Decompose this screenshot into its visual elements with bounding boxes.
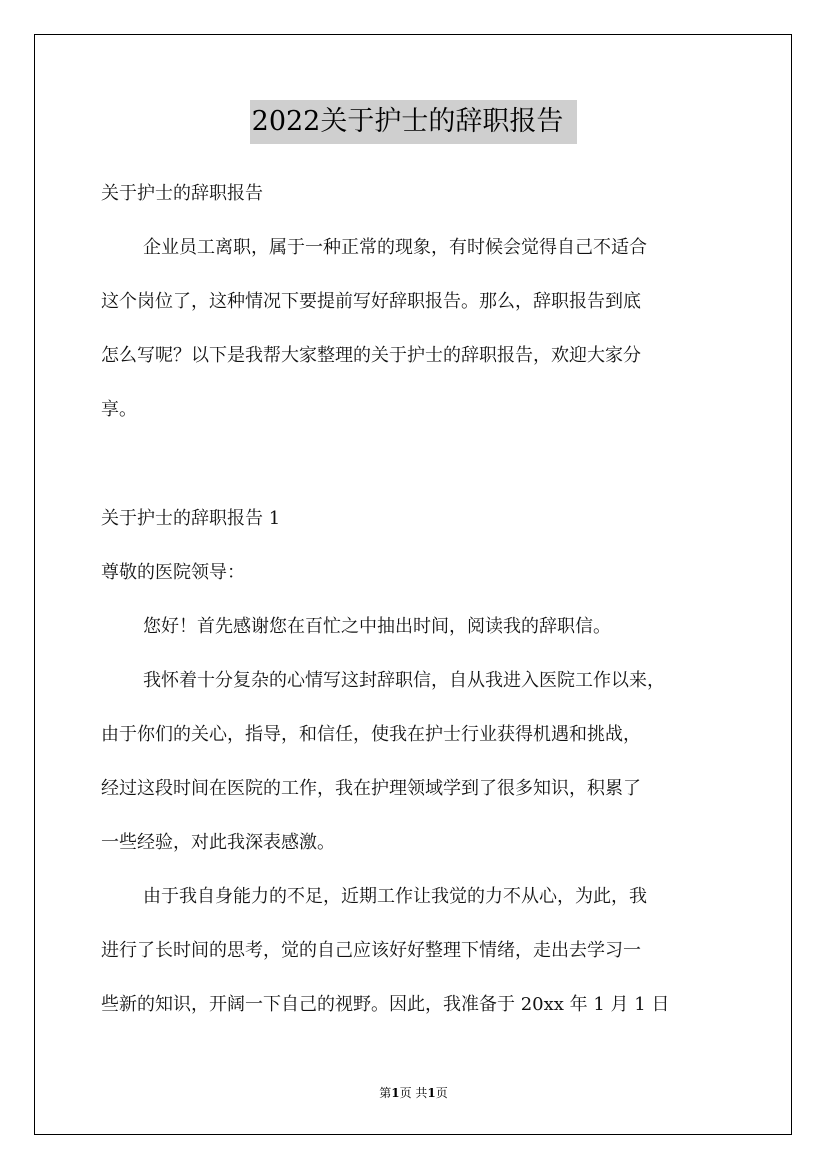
salutation: 尊敬的医院领导：	[101, 562, 245, 583]
paragraph-line: 进行了长时间的思考，觉的自己应该好好整理下情绪，走出去学习一	[101, 940, 641, 961]
page-number: 1	[391, 1086, 400, 1100]
paragraph-line: 怎么写呢？以下是我帮大家整理的关于护士的辞职报告，欢迎大家分	[101, 345, 641, 366]
document-title: 2022关于护士的辞职报告	[250, 100, 578, 144]
page-footer: 第1页 共1页	[379, 1086, 448, 1100]
paragraph-line: 由于我自身能力的不足，近期工作让我觉的力不从心，为此，我	[143, 886, 647, 907]
paragraph-line: 企业员工离职，属于一种正常的现象，有时候会觉得自己不适合	[143, 237, 647, 258]
paragraph-line: 您好！首先感谢您在百忙之中抽出时间，阅读我的辞职信。	[143, 616, 611, 637]
paragraph-line: 一些经验，对此我深表感激。	[101, 832, 335, 853]
section-heading: 关于护士的辞职报告	[101, 183, 263, 204]
paragraph-line: 经过这段时间在医院的工作，我在护理领域学到了很多知识，积累了	[101, 778, 641, 799]
paragraph-line: 由于你们的关心，指导，和信任，使我在护士行业获得机遇和挑战，	[101, 724, 641, 745]
title-container	[0, 100, 827, 144]
paragraph-line: 享。	[101, 399, 137, 420]
paragraph-line: 这个岗位了，这种情况下要提前写好辞职报告。那么，辞职报告到底	[101, 291, 641, 312]
page-total: 1	[427, 1086, 436, 1100]
section-heading: 关于护士的辞职报告 1	[101, 508, 281, 529]
paragraph-line: 些新的知识，开阔一下自己的视野。因此，我准备于 20xx 年 1 月 1 日	[101, 994, 670, 1015]
paragraph-line: 我怀着十分复杂的心情写这封辞职信，自从我进入医院工作以来，	[143, 670, 665, 691]
